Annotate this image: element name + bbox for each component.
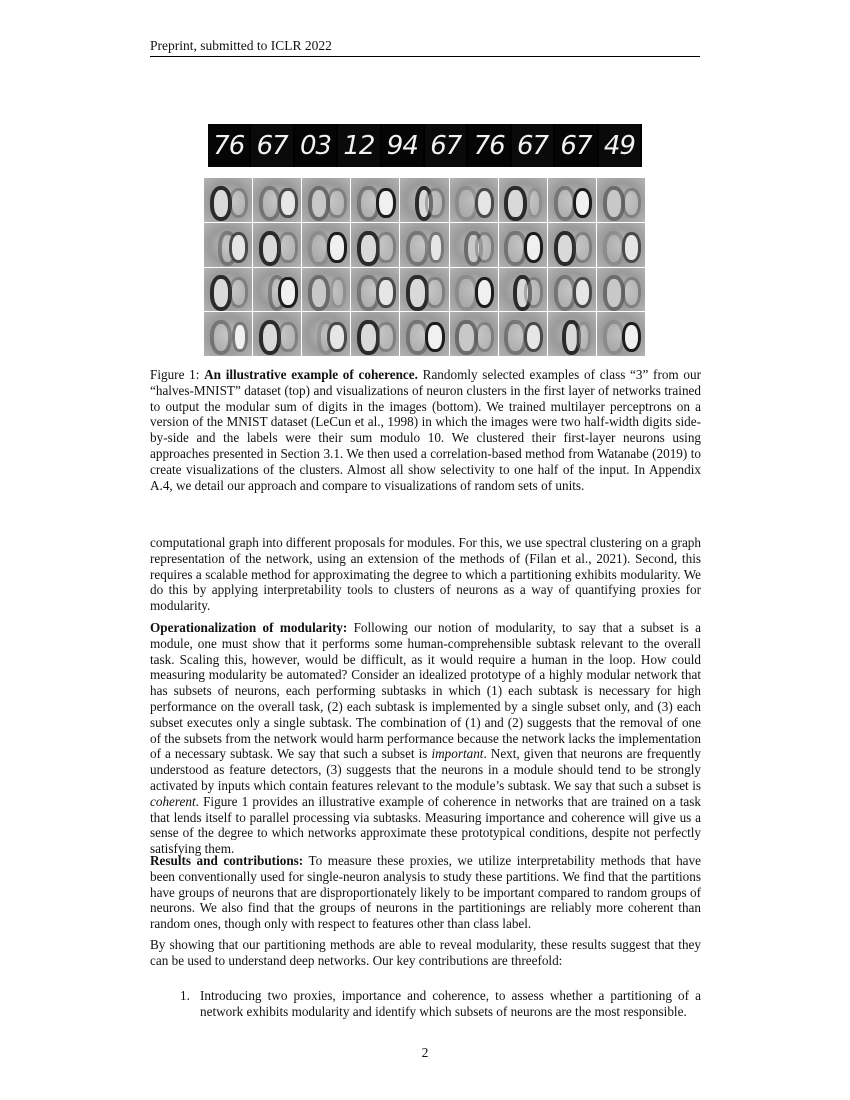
cluster-visualization <box>204 312 252 356</box>
digit-tile: 7 6 <box>208 124 251 167</box>
digit-tile: 6 7 <box>425 124 468 167</box>
cluster-visualization <box>204 268 252 312</box>
cluster-visualization <box>450 178 498 222</box>
cluster-visualization <box>597 223 645 267</box>
emphasis-important: important <box>431 746 484 762</box>
list-text: Introducing two proxies, importance and coherence, to assess whether a partitioning of a network exhibits modularity and identify which subsets of neurons are the most responsible. <box>200 988 701 1019</box>
halves-mnist-examples <box>208 124 642 167</box>
cluster-visualization <box>253 268 301 312</box>
neuron-cluster-visualizations <box>204 178 645 356</box>
page-number: 2 <box>421 1045 429 1060</box>
cluster-visualization <box>351 178 399 222</box>
digit-tile: 7 6 <box>468 124 511 167</box>
cluster-visualization <box>204 223 252 267</box>
header-rule <box>150 56 700 57</box>
cluster-visualization <box>400 312 448 356</box>
cluster-visualization <box>499 312 547 356</box>
paragraph-heading: Results and contributions: <box>150 853 304 868</box>
cluster-visualization <box>548 223 596 267</box>
cluster-visualization <box>351 268 399 312</box>
paragraph-intro-continued: computational graph into different proposals for modules. For this, we use spectral clustering on a graph representation of the network, using an extension of the methods of (Filan et al., 2021). Second, this requires a scalable method for approximating the degree to which a partitioning exhibits modularity. We do this by applying interpretability tools to clusters of neurons as a way of quantifying proxies for modularity. <box>150 535 701 614</box>
digit-tile: 6 7 <box>555 124 598 167</box>
cluster-visualization <box>548 312 596 356</box>
figure-caption <box>150 367 701 493</box>
cluster-visualization <box>302 223 350 267</box>
cluster-visualization <box>499 178 547 222</box>
paragraph-contributions: By showing that our partitioning methods are able to reveal modularity, these results suggest that they can be used to understand deep networks. Our key contributions are threefold: <box>150 937 701 968</box>
digit-tile: 6 7 <box>251 124 294 167</box>
paragraph-operationalization <box>150 620 701 857</box>
cluster-visualization <box>450 312 498 356</box>
digit-tile: 9 4 <box>382 124 425 167</box>
running-head: Preprint, submitted to ICLR 2022 <box>150 38 332 53</box>
cluster-visualization <box>548 268 596 312</box>
cluster-visualization <box>450 223 498 267</box>
cluster-visualization <box>499 223 547 267</box>
digit-tile: 1 2 <box>338 124 381 167</box>
paragraph-text: . Next, given that neurons are frequently understood as feature detectors, (3) suggests that the neurons in a module should tend to be strongly activated by inputs which contain features relevant to the module’s subtask. We say that such a subset is <box>150 746 701 793</box>
cluster-visualization <box>302 178 350 222</box>
cluster-visualization <box>351 223 399 267</box>
cluster-visualization <box>400 223 448 267</box>
paragraph-results <box>150 853 701 932</box>
paragraph-text: To measure these proxies, we utilize interpretability methods that have been conventionally used for single-neuron analysis to study these partitions. We find that the partitions have groups of neurons that are disproportionately likely to be important compared to random groups of neurons. We also find that the groups of neurons in the partitionings are reliably more coherent than random ones, though only with respect to features other than class label. <box>150 853 701 932</box>
cluster-visualization <box>597 178 645 222</box>
cluster-visualization <box>450 268 498 312</box>
cluster-visualization <box>400 268 448 312</box>
paragraph-text: Following our notion of modularity, to say that a subset is a module, one must show that it performs some human-comprehensible subtask relevant to the overall task. Scaling this, however, would be difficult, as it would require a human in the loop. How could measuring modularity be automated? Consider an idealized prototype of a highly modular network that has subsets of neurons, each performing subtasks in which (1) each subtask is necessary for high performance on the overall task, (2) each subtask is implemented by a single subset only, and (3) each subset executes only a single subtask. The combination of (1) and (2) suggests that the removal of one of the subsets from the network would harm performance because the network lacks the implementation of a necessary subtask. We say that such a subset is <box>150 620 701 762</box>
cluster-visualization <box>253 312 301 356</box>
cluster-visualization <box>253 223 301 267</box>
digit-tile: 0 3 <box>295 124 338 167</box>
cluster-visualization <box>351 312 399 356</box>
caption-body: Randomly selected examples of class “3” from our “halves-MNIST” dataset (top) and visualizations of neuron clusters in the first layer of networks trained to output the modular sum of digits in the images (bottom). We trained multilayer perceptrons on a version of the MNIST dataset (LeCun et al., 1998) in which the images were two half-width digits side-by-side and the labels were their sum modulo 10. We clustered their first-layer neurons using approaches presented in Section 3.1. We then used a correlation-based method from Watanabe (2019) to create visualizations of the clusters. Almost all show selectivity to one half of the input. In Appendix A.4, we detail our approach and compare to visualizations of random sets of units. <box>150 367 701 493</box>
cluster-visualization <box>597 312 645 356</box>
cluster-visualization <box>548 178 596 222</box>
cluster-visualization <box>499 268 547 312</box>
cluster-visualization <box>302 312 350 356</box>
paragraph-text: . Figure 1 provides an illustrative example of coherence in networks that are trained on a task that lends itself to parallel processing via subtasks. Measuring importance and coherence will give us a sense of the degree to which networks approximate these prototypical conditions, despite not perfectly satisfying them. <box>150 793 701 857</box>
digit-tile: 6 7 <box>512 124 555 167</box>
cluster-visualization <box>204 178 252 222</box>
cluster-visualization <box>302 268 350 312</box>
caption-label: Figure 1: <box>150 367 200 382</box>
list-number: 1. <box>180 988 190 1003</box>
cluster-visualization <box>253 178 301 222</box>
cluster-visualization <box>400 178 448 222</box>
caption-title: An illustrative example of coherence. <box>204 367 418 382</box>
emphasis-coherent: coherent <box>150 793 196 809</box>
paragraph-heading: Operationalization of modularity: <box>150 620 348 635</box>
cluster-visualization <box>597 268 645 312</box>
digit-tile: 4 9 <box>599 124 642 167</box>
list-item <box>180 988 701 1020</box>
contributions-list <box>180 988 701 1020</box>
